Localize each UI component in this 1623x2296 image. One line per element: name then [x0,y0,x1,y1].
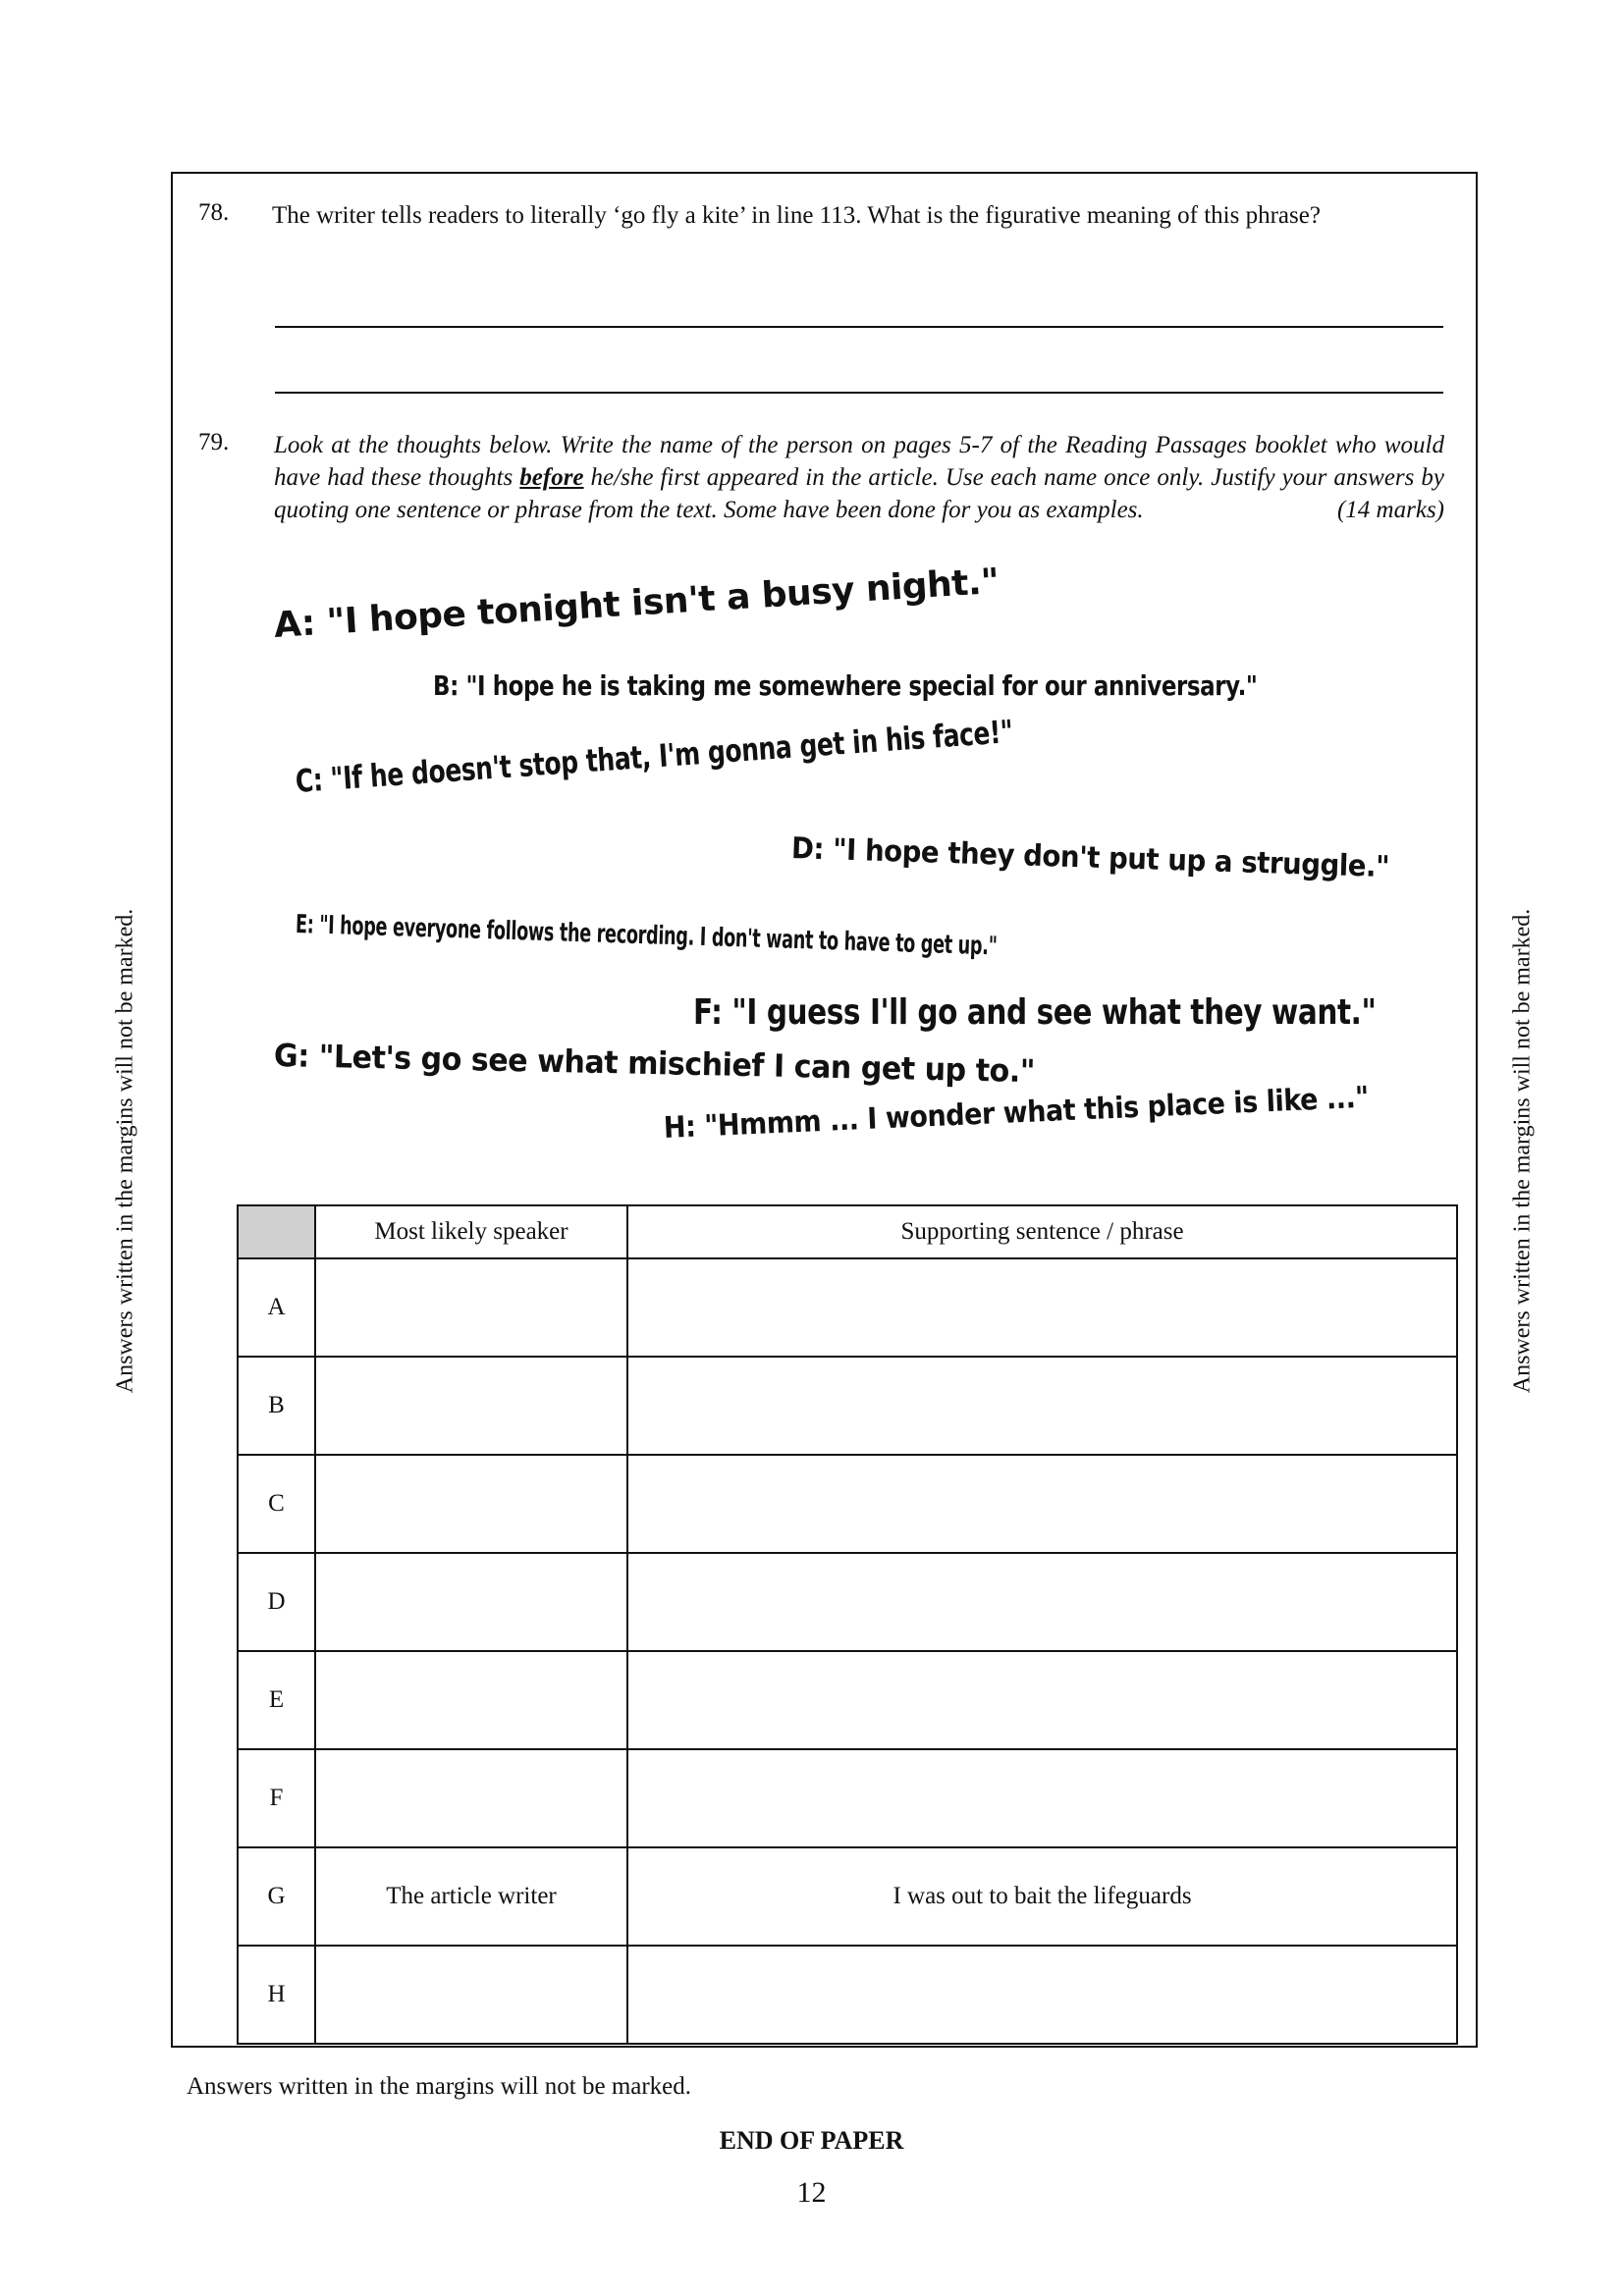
question-79-number: 79. [198,429,230,455]
right-margin-note: Answers written in the margins will not be marked. [1509,908,1536,1394]
row-label: B [238,1357,315,1455]
thought-h: H: "Hmmm ... I wonder what this place is like ..." [663,1080,1370,1146]
end-of-paper: END OF PAPER [719,2126,904,2155]
question-79-text [274,429,1444,526]
speaker-cell[interactable] [315,1455,627,1553]
thought-b: B: "I hope he is taking me somewhere special for our anniversary." [433,669,1258,702]
table-header-speaker: Most likely speaker [315,1205,627,1258]
table-header-row [238,1205,1457,1258]
question-79-emphasis: before [519,464,584,491]
table-row [238,1651,1457,1749]
thought-a: A: "I hope tonight isn't a busy night." [272,561,1001,646]
thought-e: E: "I hope everyone follows the recording. I don't want to have to get up." [295,910,998,962]
row-label: E [238,1651,315,1749]
phrase-cell[interactable] [627,1357,1457,1455]
row-label: H [238,1946,315,2044]
speaker-cell[interactable] [315,1258,627,1357]
thought-d: D: "I hope they don't put up a struggle." [790,831,1390,885]
row-label: A [238,1258,315,1357]
table-header-corner [238,1205,315,1258]
phrase-cell: I was out to bait the lifeguards [627,1847,1457,1946]
table-row [238,1847,1457,1946]
answer-table [237,1204,1458,2045]
phrase-cell[interactable] [627,1651,1457,1749]
question-78-text: The writer tells readers to literally ‘go fly a kite’ in line 113. What is the figurative meaning of this phrase? [272,202,1321,229]
phrase-cell[interactable] [627,1258,1457,1357]
row-label: F [238,1749,315,1847]
question-79-marks: (14 marks) [1336,497,1444,523]
answer-line-2[interactable] [275,392,1443,394]
speaker-cell[interactable] [315,1651,627,1749]
thought-f: F: "I guess I'll go and see what they want." [693,992,1377,1033]
page-number: 12 [796,2176,827,2209]
speaker-cell[interactable] [315,1357,627,1455]
speaker-cell: The article writer [315,1847,627,1946]
speaker-cell[interactable] [315,1749,627,1847]
question-78-number: 78. [198,199,230,226]
footer-margin-note: Answers written in the margins will not be marked. [187,2073,692,2100]
speaker-cell[interactable] [315,1946,627,2044]
left-margin-note: Answers written in the margins will not be marked. [112,908,138,1394]
table-row [238,1946,1457,2044]
thought-g: G: "Let's go see what mischief I can get up to." [273,1037,1036,1091]
table-header-phrase: Supporting sentence / phrase [627,1205,1457,1258]
thought-c: C: "If he doesn't stop that, I'm gonna get in his face!" [294,712,1014,800]
phrase-cell[interactable] [627,1553,1457,1651]
speaker-cell[interactable] [315,1553,627,1651]
answer-line-1[interactable] [275,326,1443,328]
row-label: G [238,1847,315,1946]
question-box [171,172,1478,2048]
phrase-cell[interactable] [627,1455,1457,1553]
question-79-text-part2: he/she first appeared in the article. Use each name once only. Justify your answers by quoting one sentence or phrase from the text. Some have been done for you as examples. [274,464,1444,523]
table-row [238,1455,1457,1553]
table-row [238,1749,1457,1847]
table-row [238,1258,1457,1357]
table-row [238,1553,1457,1651]
phrase-cell[interactable] [627,1946,1457,2044]
table-row [238,1357,1457,1455]
question-79-text-part1: Look at the thoughts below. Write the name of the person on pages 5-7 of the Reading Passages booklet who would have had these thoughts [274,432,1444,491]
phrase-cell[interactable] [627,1749,1457,1847]
row-label: D [238,1553,315,1651]
row-label: C [238,1455,315,1553]
